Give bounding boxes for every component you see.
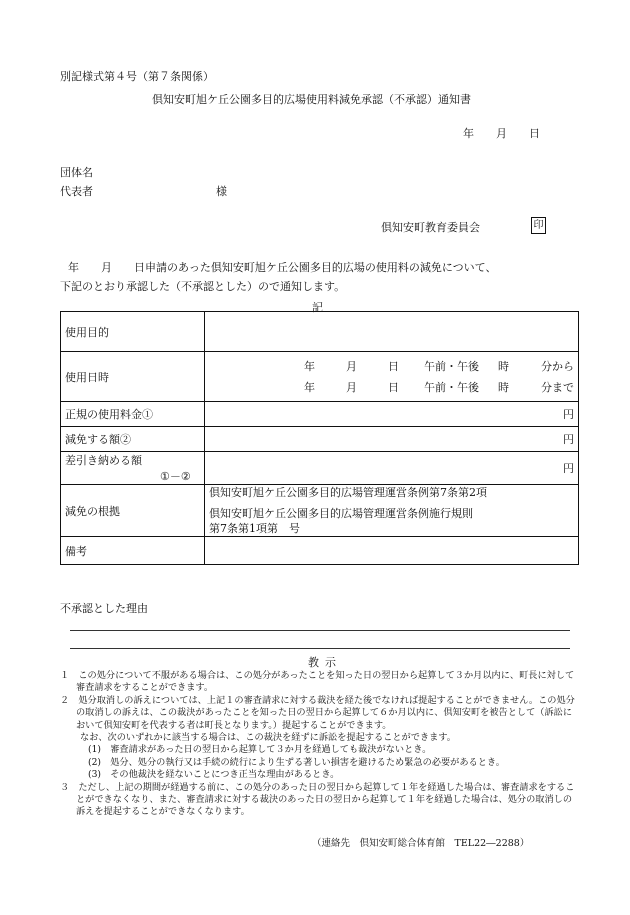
basis-line-2: 倶知安町旭ケ丘公園多目的広場管理運営条例施行規則 <box>209 507 473 520</box>
notice-body <box>60 670 580 819</box>
document-title: 倶知安町旭ケ丘公園多目的広場使用料減免承認（不承認）通知書 <box>152 93 471 106</box>
body-line-1: 年 月 日申請のあった倶知安町旭ケ丘公園多目的広場の使用料の減免について、 <box>68 261 497 274</box>
difference-label: 差引き納める額 ①－② <box>61 452 205 485</box>
reason-line-1[interactable] <box>70 630 570 631</box>
basis-label: 減免の根拠 <box>61 485 205 537</box>
datetime-from: 年 月 日 午前・午後 時 分から <box>304 359 574 373</box>
notice-item-2: ２ 処分取消しの訴えについては、上記１の審査請求に対する裁決を経た後でなければ提起することができません。この処分の取消しの訴えは、この裁決があったことを知った日の翌日から起算して６か月以内に、倶知安町を被告として（訴訟において倶知安町を代表する者は町長となります。）提起することができます。 <box>60 694 575 731</box>
detail-table <box>60 311 579 565</box>
notice-title: 教示 <box>308 656 342 669</box>
yen-unit: 円 <box>563 462 574 475</box>
notice-item-1: １ この処分について不服がある場合は、この処分があったことを知った日の翌日から起算して３か月以内に、町長に対して審査請求をすることができます。 <box>60 670 575 694</box>
seal-box: 印 <box>531 217 546 234</box>
notice-item-2-sub: なお、次のいずれかに該当する場合は、この裁決を経ずに訴訟を提起することができます。 <box>80 732 456 744</box>
regular-fee-label: 正規の使用料金① <box>61 402 205 427</box>
difference-field[interactable] <box>205 452 579 485</box>
rejection-reason-label: 不承認とした理由 <box>60 602 148 615</box>
yen-unit: 円 <box>563 408 574 421</box>
table-row <box>61 537 579 565</box>
basis-field[interactable] <box>205 485 579 537</box>
table-row <box>61 352 579 402</box>
ki-label: 記 <box>312 301 323 314</box>
representative-label: 代表者 <box>60 185 93 198</box>
reduction-label: 減免する額② <box>61 427 205 452</box>
reduction-field[interactable] <box>205 427 579 452</box>
reason-line-2[interactable] <box>70 648 570 649</box>
datetime-field[interactable] <box>205 352 579 402</box>
purpose-label: 使用目的 <box>61 312 205 352</box>
regular-fee-field[interactable] <box>205 402 579 427</box>
remarks-field[interactable] <box>205 537 579 565</box>
notice-item-2-a: (1) 審査請求があった日の翌日から起算して３か月を経過しても裁決がないとき。 <box>88 744 432 756</box>
datetime-label: 使用日時 <box>61 352 205 402</box>
table-row <box>61 427 579 452</box>
sender-name: 倶知安町教育委員会 <box>381 221 480 234</box>
notice-item-2-c: (3) その他裁決を経ないことにつき正当な理由があるとき。 <box>88 769 340 781</box>
purpose-field[interactable] <box>205 312 579 352</box>
notice-item-3: ３ ただし、上記の期間が経過する前に、この処分のあった日の翌日から起算して１年を経過した場合は、審査請求をすることができなくなり、また、審査請求に対する裁決のあった日の翌日から起算して１年を経過した場合は、処分の取消しの訴えを提起することができなくなります。 <box>60 781 575 818</box>
table-row <box>61 485 579 537</box>
remarks-label: 備考 <box>61 537 205 565</box>
table-row <box>61 452 579 485</box>
basis-line-1: 倶知安町旭ケ丘公園多目的広場管理運営条例第7条第2項 <box>209 486 487 499</box>
table-row <box>61 312 579 352</box>
yen-unit: 円 <box>563 433 574 446</box>
datetime-to: 年 月 日 午前・午後 時 分まで <box>304 380 574 394</box>
organization-label: 団体名 <box>60 166 93 179</box>
issue-date: 年 月 日 <box>463 127 540 140</box>
table-row <box>61 402 579 427</box>
contact-info: （連絡先 倶知安町総合体育館 TEL22―2288） <box>312 838 530 849</box>
basis-line-3: 第7条第1項第 号 <box>209 522 300 535</box>
notice-item-2-b: (2) 処分、処分の執行又は手続の続行により生ずる著しい損害を避けるため緊急の必要があるとき。 <box>88 756 505 768</box>
body-line-2: 下記のとおり承認した（不承認とした）ので通知します。 <box>60 280 346 293</box>
form-number: 別記様式第４号（第７条関係） <box>60 70 214 83</box>
honorific: 様 <box>216 185 227 198</box>
